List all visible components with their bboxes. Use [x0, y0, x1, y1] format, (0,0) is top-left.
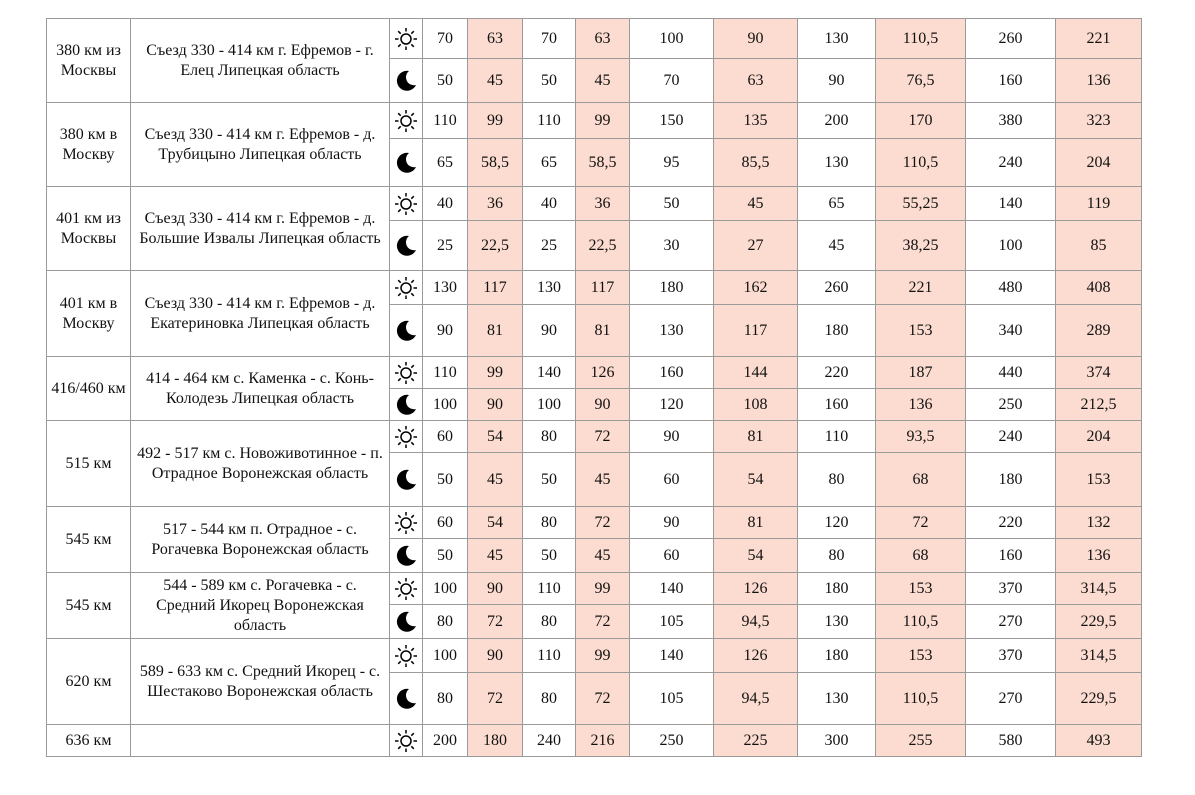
price-cell: 50	[630, 187, 714, 221]
discount-price-cell: 110,5	[876, 605, 966, 639]
km-cell: 545 км	[47, 573, 131, 639]
discount-price-cell: 72	[876, 507, 966, 539]
price-cell: 130	[798, 673, 876, 725]
price-cell: 25	[423, 221, 468, 271]
price-cell: 110	[798, 421, 876, 453]
price-cell: 180	[966, 453, 1056, 507]
discount-price-cell: 90	[468, 389, 523, 421]
discount-price-cell: 225	[714, 725, 798, 757]
discount-price-cell: 153	[1056, 453, 1142, 507]
price-cell: 130	[630, 305, 714, 357]
toll-table	[46, 18, 1142, 757]
price-cell: 90	[630, 421, 714, 453]
km-cell: 515 км	[47, 421, 131, 507]
price-cell: 440	[966, 357, 1056, 389]
sun-icon	[390, 271, 423, 305]
discount-price-cell: 229,5	[1056, 605, 1142, 639]
table-row	[47, 103, 1142, 139]
price-cell: 180	[798, 573, 876, 605]
km-cell: 380 км из Москвы	[47, 19, 131, 103]
price-cell: 40	[523, 187, 576, 221]
discount-price-cell: 135	[714, 103, 798, 139]
price-cell: 70	[630, 59, 714, 103]
moon-icon	[390, 305, 423, 357]
price-cell: 60	[423, 507, 468, 539]
price-cell: 25	[523, 221, 576, 271]
moon-icon	[390, 539, 423, 573]
table-row	[47, 421, 1142, 453]
price-cell: 140	[630, 573, 714, 605]
discount-price-cell: 180	[468, 725, 523, 757]
price-cell: 80	[423, 673, 468, 725]
price-cell: 270	[966, 673, 1056, 725]
price-cell: 130	[423, 271, 468, 305]
price-cell: 260	[798, 271, 876, 305]
price-cell: 130	[523, 271, 576, 305]
price-cell: 110	[423, 357, 468, 389]
price-cell: 130	[798, 19, 876, 59]
discount-price-cell: 94,5	[714, 605, 798, 639]
discount-price-cell: 58,5	[468, 139, 523, 187]
km-cell: 416/460 км	[47, 357, 131, 421]
discount-price-cell: 229,5	[1056, 673, 1142, 725]
price-cell: 65	[423, 139, 468, 187]
discount-price-cell: 72	[576, 507, 630, 539]
price-cell: 130	[798, 605, 876, 639]
km-cell: 401 км в Москву	[47, 271, 131, 357]
price-cell: 80	[423, 605, 468, 639]
moon-icon	[390, 59, 423, 103]
table-row	[47, 19, 1142, 59]
price-cell: 370	[966, 639, 1056, 673]
price-cell: 240	[966, 421, 1056, 453]
discount-price-cell: 132	[1056, 507, 1142, 539]
discount-price-cell: 63	[468, 19, 523, 59]
price-cell: 120	[798, 507, 876, 539]
moon-icon	[390, 453, 423, 507]
price-cell: 65	[798, 187, 876, 221]
km-cell: 636 км	[47, 725, 131, 757]
price-cell: 200	[423, 725, 468, 757]
price-cell: 160	[966, 539, 1056, 573]
discount-price-cell: 22,5	[576, 221, 630, 271]
sun-icon	[390, 103, 423, 139]
sun-icon	[390, 421, 423, 453]
discount-price-cell: 314,5	[1056, 639, 1142, 673]
discount-price-cell: 136	[876, 389, 966, 421]
discount-price-cell: 63	[576, 19, 630, 59]
discount-price-cell: 36	[468, 187, 523, 221]
price-cell: 110	[423, 103, 468, 139]
segment-cell: 517 - 544 км п. Отрадное - с. Рогачевка Воронежская область	[131, 507, 390, 573]
discount-price-cell: 81	[576, 305, 630, 357]
discount-price-cell: 153	[876, 305, 966, 357]
discount-price-cell: 90	[576, 389, 630, 421]
segment-cell	[131, 725, 390, 757]
sun-icon	[390, 357, 423, 389]
price-cell: 95	[630, 139, 714, 187]
discount-price-cell: 323	[1056, 103, 1142, 139]
price-cell: 30	[630, 221, 714, 271]
discount-price-cell: 374	[1056, 357, 1142, 389]
price-cell: 250	[630, 725, 714, 757]
table-row	[47, 357, 1142, 389]
price-cell: 160	[966, 59, 1056, 103]
price-cell: 50	[423, 59, 468, 103]
discount-price-cell: 90	[468, 573, 523, 605]
discount-price-cell: 108	[714, 389, 798, 421]
moon-icon	[390, 605, 423, 639]
price-cell: 380	[966, 103, 1056, 139]
price-cell: 50	[523, 453, 576, 507]
price-cell: 90	[523, 305, 576, 357]
segment-cell: Съезд 330 - 414 км г. Ефремов - д. Большие Извалы Липецкая область	[131, 187, 390, 271]
segment-cell: Съезд 330 - 414 км г. Ефремов - д. Трубицыно Липецкая область	[131, 103, 390, 187]
sun-icon	[390, 725, 423, 757]
discount-price-cell: 36	[576, 187, 630, 221]
price-cell: 160	[630, 357, 714, 389]
discount-price-cell: 54	[714, 539, 798, 573]
discount-price-cell: 126	[714, 573, 798, 605]
price-cell: 120	[630, 389, 714, 421]
price-cell: 90	[798, 59, 876, 103]
km-cell: 401 км из Москвы	[47, 187, 131, 271]
discount-price-cell: 212,5	[1056, 389, 1142, 421]
discount-price-cell: 72	[576, 673, 630, 725]
price-cell: 45	[798, 221, 876, 271]
price-cell: 140	[966, 187, 1056, 221]
discount-price-cell: 68	[876, 453, 966, 507]
segment-cell: 544 - 589 км с. Рогачевка - с. Средний Икорец Воронежская область	[131, 573, 390, 639]
discount-price-cell: 136	[1056, 59, 1142, 103]
price-cell: 160	[798, 389, 876, 421]
price-cell: 50	[423, 453, 468, 507]
discount-price-cell: 72	[468, 605, 523, 639]
segment-cell: Съезд 330 - 414 км г. Ефремов - г. Елец Липецкая область	[131, 19, 390, 103]
table-row	[47, 187, 1142, 221]
discount-price-cell: 314,5	[1056, 573, 1142, 605]
sun-icon	[390, 187, 423, 221]
discount-price-cell: 55,25	[876, 187, 966, 221]
price-cell: 100	[523, 389, 576, 421]
discount-price-cell: 45	[576, 453, 630, 507]
discount-price-cell: 94,5	[714, 673, 798, 725]
price-cell: 50	[423, 539, 468, 573]
discount-price-cell: 99	[468, 103, 523, 139]
discount-price-cell: 45	[468, 59, 523, 103]
discount-price-cell: 187	[876, 357, 966, 389]
table-row	[47, 573, 1142, 605]
discount-price-cell: 221	[1056, 19, 1142, 59]
price-cell: 150	[630, 103, 714, 139]
discount-price-cell: 85	[1056, 221, 1142, 271]
discount-price-cell: 93,5	[876, 421, 966, 453]
price-cell: 250	[966, 389, 1056, 421]
discount-price-cell: 221	[876, 271, 966, 305]
discount-price-cell: 117	[576, 271, 630, 305]
sun-icon	[390, 573, 423, 605]
price-cell: 65	[523, 139, 576, 187]
price-cell: 70	[423, 19, 468, 59]
price-cell: 60	[630, 453, 714, 507]
price-cell: 60	[423, 421, 468, 453]
price-cell: 80	[798, 539, 876, 573]
discount-price-cell: 72	[576, 605, 630, 639]
discount-price-cell: 216	[576, 725, 630, 757]
discount-price-cell: 117	[468, 271, 523, 305]
price-cell: 370	[966, 573, 1056, 605]
discount-price-cell: 85,5	[714, 139, 798, 187]
price-cell: 80	[523, 673, 576, 725]
sun-icon	[390, 507, 423, 539]
discount-price-cell: 99	[576, 103, 630, 139]
price-cell: 110	[523, 103, 576, 139]
table-row	[47, 271, 1142, 305]
segment-cell: 589 - 633 км с. Средний Икорец - с. Шестаково Воронежская область	[131, 639, 390, 725]
discount-price-cell: 119	[1056, 187, 1142, 221]
discount-price-cell: 408	[1056, 271, 1142, 305]
discount-price-cell: 27	[714, 221, 798, 271]
discount-price-cell: 22,5	[468, 221, 523, 271]
table-row	[47, 725, 1142, 757]
km-cell: 620 км	[47, 639, 131, 725]
price-cell: 200	[798, 103, 876, 139]
price-cell: 80	[798, 453, 876, 507]
discount-price-cell: 117	[714, 305, 798, 357]
price-cell: 90	[630, 507, 714, 539]
discount-price-cell: 110,5	[876, 19, 966, 59]
discount-price-cell: 45	[468, 453, 523, 507]
moon-icon	[390, 389, 423, 421]
price-cell: 180	[798, 305, 876, 357]
discount-price-cell: 58,5	[576, 139, 630, 187]
price-cell: 240	[966, 139, 1056, 187]
discount-price-cell: 255	[876, 725, 966, 757]
discount-price-cell: 126	[714, 639, 798, 673]
price-cell: 100	[423, 573, 468, 605]
price-cell: 110	[523, 573, 576, 605]
discount-price-cell: 45	[714, 187, 798, 221]
price-cell: 220	[966, 507, 1056, 539]
moon-icon	[390, 139, 423, 187]
sun-icon	[390, 19, 423, 59]
moon-icon	[390, 221, 423, 271]
price-cell: 260	[966, 19, 1056, 59]
segment-cell: 492 - 517 км с. Новоживотинное - п. Отрадное Воронежская область	[131, 421, 390, 507]
price-cell: 140	[523, 357, 576, 389]
price-cell: 50	[523, 59, 576, 103]
discount-price-cell: 493	[1056, 725, 1142, 757]
moon-icon	[390, 673, 423, 725]
discount-price-cell: 162	[714, 271, 798, 305]
price-cell: 580	[966, 725, 1056, 757]
discount-price-cell: 204	[1056, 421, 1142, 453]
km-cell: 380 км в Москву	[47, 103, 131, 187]
discount-price-cell: 99	[468, 357, 523, 389]
price-cell: 70	[523, 19, 576, 59]
discount-price-cell: 54	[468, 507, 523, 539]
price-cell: 480	[966, 271, 1056, 305]
discount-price-cell: 81	[714, 507, 798, 539]
segment-cell: 414 - 464 км с. Каменка - с. Конь-Колодезь Липецкая область	[131, 357, 390, 421]
segment-cell: Съезд 330 - 414 км г. Ефремов - д. Екатериновка Липецкая область	[131, 271, 390, 357]
price-cell: 100	[423, 639, 468, 673]
price-cell: 90	[423, 305, 468, 357]
discount-price-cell: 144	[714, 357, 798, 389]
price-cell: 100	[630, 19, 714, 59]
price-cell: 105	[630, 605, 714, 639]
discount-price-cell: 81	[714, 421, 798, 453]
price-cell: 340	[966, 305, 1056, 357]
price-cell: 60	[630, 539, 714, 573]
price-cell: 130	[798, 139, 876, 187]
discount-price-cell: 54	[714, 453, 798, 507]
discount-price-cell: 81	[468, 305, 523, 357]
discount-price-cell: 45	[468, 539, 523, 573]
discount-price-cell: 170	[876, 103, 966, 139]
discount-price-cell: 54	[468, 421, 523, 453]
table-row	[47, 507, 1142, 539]
discount-price-cell: 90	[468, 639, 523, 673]
discount-price-cell: 289	[1056, 305, 1142, 357]
discount-price-cell: 90	[714, 19, 798, 59]
price-cell: 40	[423, 187, 468, 221]
price-cell: 270	[966, 605, 1056, 639]
discount-price-cell: 63	[714, 59, 798, 103]
price-cell: 140	[630, 639, 714, 673]
table-row	[47, 639, 1142, 673]
discount-price-cell: 136	[1056, 539, 1142, 573]
price-cell: 100	[966, 221, 1056, 271]
discount-price-cell: 153	[876, 573, 966, 605]
price-cell: 180	[798, 639, 876, 673]
discount-price-cell: 72	[468, 673, 523, 725]
discount-price-cell: 110,5	[876, 139, 966, 187]
discount-price-cell: 76,5	[876, 59, 966, 103]
discount-price-cell: 126	[576, 357, 630, 389]
discount-price-cell: 153	[876, 639, 966, 673]
discount-price-cell: 45	[576, 539, 630, 573]
discount-price-cell: 72	[576, 421, 630, 453]
price-cell: 180	[630, 271, 714, 305]
discount-price-cell: 68	[876, 539, 966, 573]
discount-price-cell: 38,25	[876, 221, 966, 271]
price-cell: 80	[523, 605, 576, 639]
price-cell: 100	[423, 389, 468, 421]
price-cell: 80	[523, 421, 576, 453]
discount-price-cell: 99	[576, 639, 630, 673]
discount-price-cell: 110,5	[876, 673, 966, 725]
price-cell: 300	[798, 725, 876, 757]
discount-price-cell: 45	[576, 59, 630, 103]
price-cell: 240	[523, 725, 576, 757]
price-cell: 80	[523, 507, 576, 539]
price-cell: 110	[523, 639, 576, 673]
discount-price-cell: 204	[1056, 139, 1142, 187]
km-cell: 545 км	[47, 507, 131, 573]
price-cell: 220	[798, 357, 876, 389]
sun-icon	[390, 639, 423, 673]
price-cell: 50	[523, 539, 576, 573]
price-cell: 105	[630, 673, 714, 725]
discount-price-cell: 99	[576, 573, 630, 605]
